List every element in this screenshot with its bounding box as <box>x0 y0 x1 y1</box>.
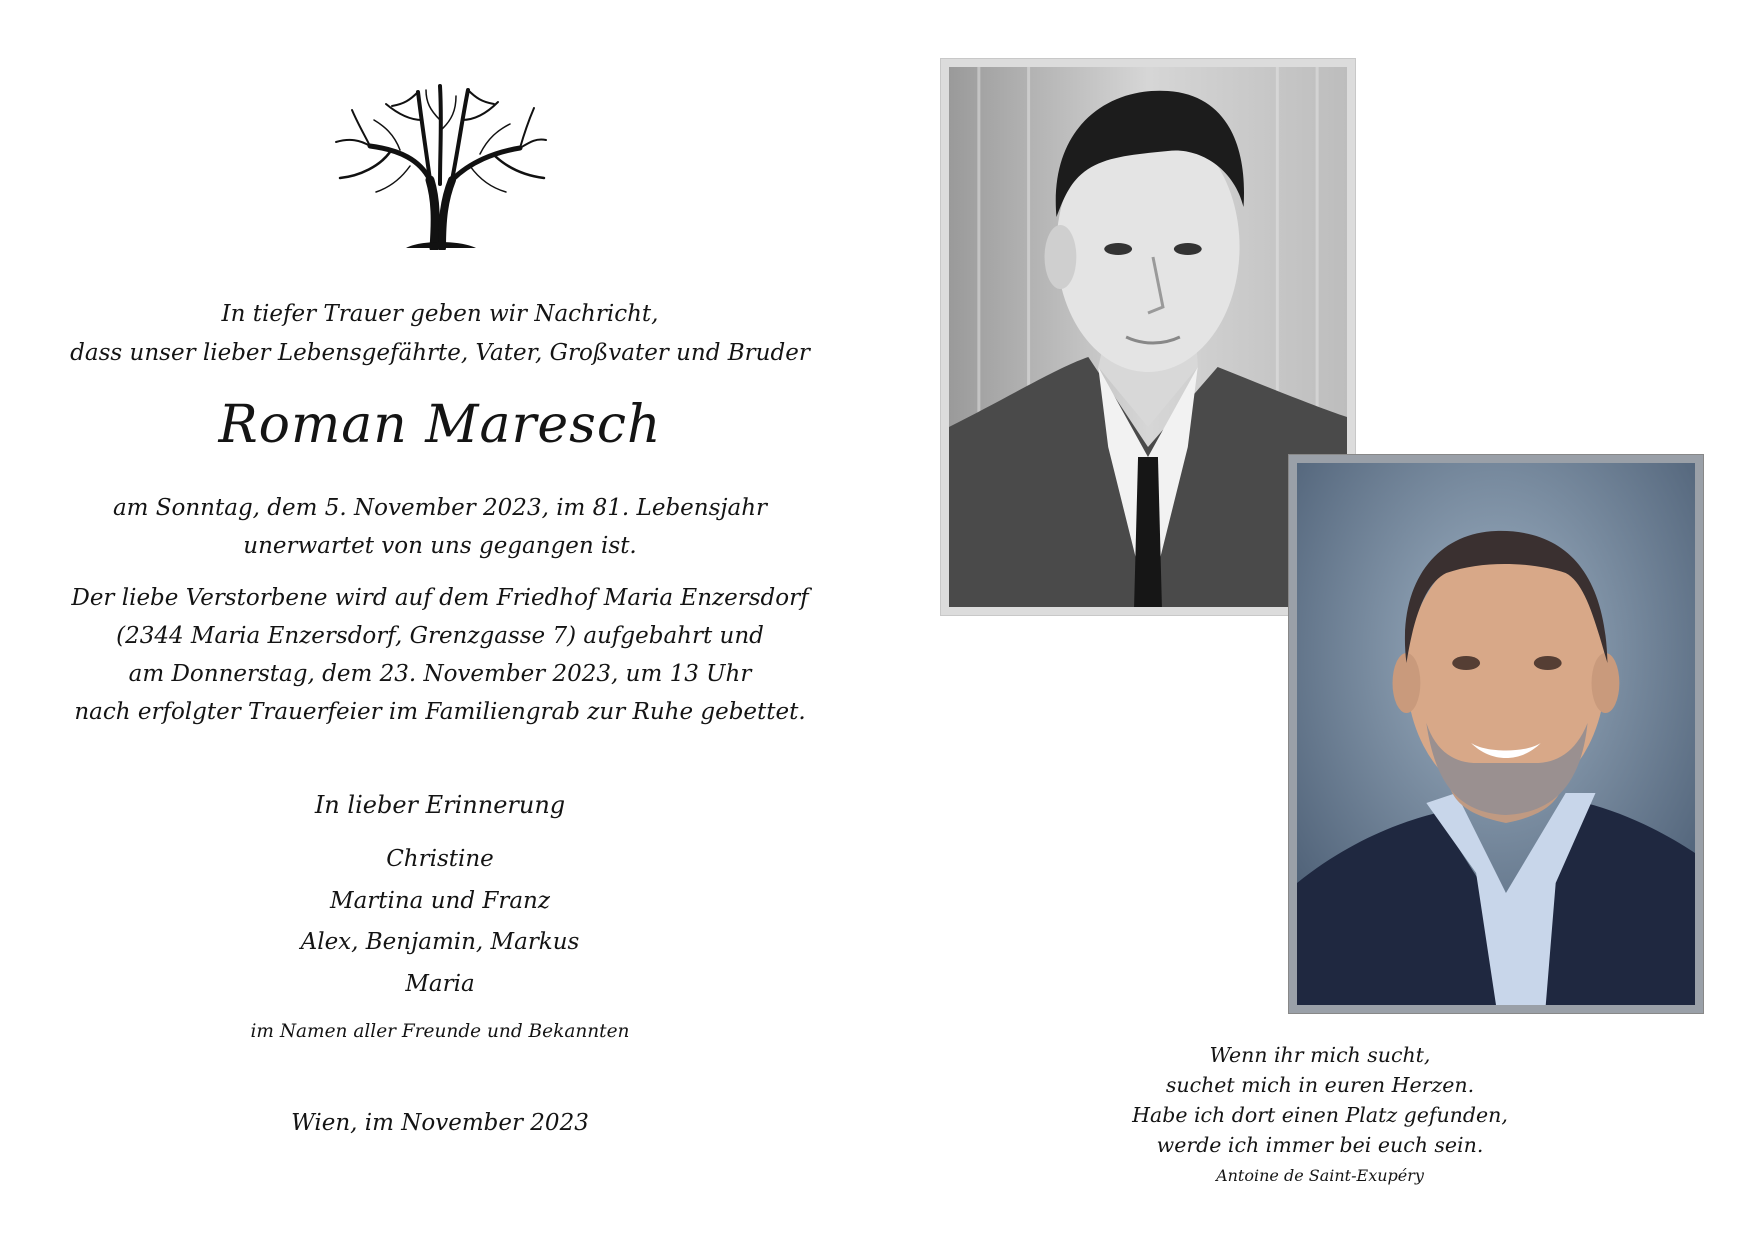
quote-block <box>1080 1040 1560 1185</box>
family-member: Martina und Franz <box>330 887 550 914</box>
quote-line: werde ich immer bei euch sein. <box>1156 1133 1484 1157</box>
quote-line: Habe ich dort einen Platz gefunden, <box>1132 1103 1508 1127</box>
friends-note: im Namen aller Freunde und Bekannten <box>250 1021 630 1042</box>
left-column <box>40 80 840 1136</box>
portrait-elder-photo <box>1288 454 1704 1014</box>
intro-text <box>40 295 840 373</box>
quote-author: Antoine de Saint-Exupéry <box>1216 1166 1424 1185</box>
deceased-name: Roman Maresch <box>218 395 662 455</box>
burial-details <box>40 579 840 731</box>
tree-icon <box>330 80 550 250</box>
quote-text <box>1080 1040 1560 1160</box>
intro-line: In tiefer Trauer geben wir Nachricht, <box>221 301 659 327</box>
place-date: Wien, im November 2023 <box>291 1110 589 1136</box>
quote-line: Wenn ihr mich sucht, <box>1209 1043 1431 1067</box>
burial-line: nach erfolgter Trauerfeier im Familiengrab zur Ruhe gebettet. <box>74 699 806 725</box>
quote-line: suchet mich in euren Herzen. <box>1165 1073 1475 1097</box>
death-line: unerwartet von uns gegangen ist. <box>243 533 637 559</box>
burial-line: am Donnerstag, dem 23. November 2023, um 13 Uhr <box>128 661 752 687</box>
burial-line: (2344 Maria Enzersdorf, Grenzgasse 7) aufgebahrt und <box>116 623 764 649</box>
death-line: am Sonntag, dem 5. November 2023, im 81. Lebensjahr <box>112 495 768 521</box>
intro-line: dass unser lieber Lebensgefährte, Vater, Großvater und Bruder <box>70 340 810 366</box>
family-member: Maria <box>405 970 475 997</box>
family-member: Christine <box>386 846 494 872</box>
death-notice <box>40 489 840 565</box>
family-member: Alex, Benjamin, Markus <box>300 929 580 955</box>
family-list <box>40 839 840 1005</box>
burial-line: Der liebe Verstorbene wird auf dem Friedhof Maria Enzersdorf <box>71 585 809 611</box>
remembrance-heading: In lieber Erinnerung <box>314 791 566 819</box>
